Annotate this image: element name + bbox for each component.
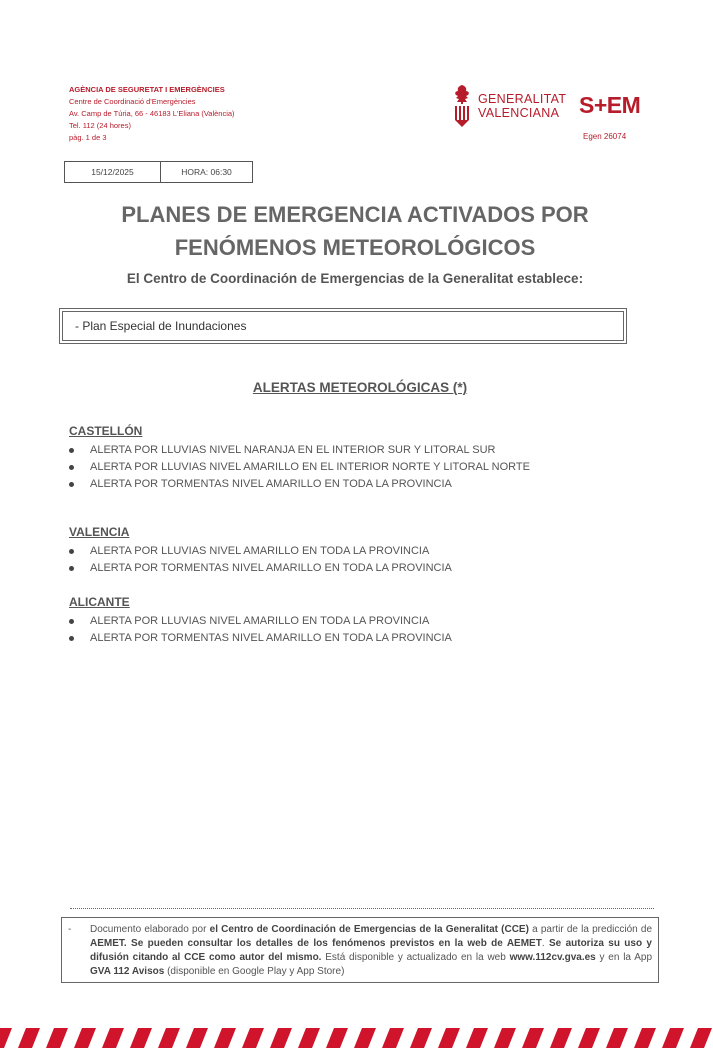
footer-bold-part: el Centro de Coordinación de Emergencias de la Generalitat (CCE) [209, 924, 529, 935]
footer-text-part: Documento elaborado por [90, 924, 210, 935]
stripe [326, 1028, 348, 1048]
date-time-box [64, 161, 253, 183]
sem-logo: S+EM [579, 92, 641, 118]
stripe [0, 1028, 12, 1048]
stripe [662, 1028, 684, 1048]
alert-item [69, 476, 530, 493]
page-subtitle: El Centro de Coordinación de Emergencias de la Generalitat establece: [126, 271, 584, 286]
bullet-icon [69, 619, 74, 624]
dotted-divider [70, 908, 654, 909]
stripe [214, 1028, 236, 1048]
active-plans-box [59, 308, 627, 344]
footer-text-part: Está disponible y actualizado en la web [321, 952, 510, 963]
stripe [382, 1028, 404, 1048]
stripe [186, 1028, 208, 1048]
alert-item [69, 560, 452, 577]
alert-text: ALERTA POR TORMENTAS NIVEL AMARILLO EN TODA LA PROVINCIA [90, 478, 452, 490]
bullet-icon [69, 465, 74, 470]
bullet-icon [69, 448, 74, 453]
stripe [270, 1028, 292, 1048]
alerts-title: ALERTAS METEOROLÓGICAS (*) [252, 380, 468, 395]
agency-center: Centre de Coordinació d'Emergències [69, 97, 196, 106]
alert-item [69, 459, 530, 476]
stripe [354, 1028, 376, 1048]
alert-item [69, 630, 452, 647]
stripe [578, 1028, 600, 1048]
agency-address: Av. Camp de Túria, 66 - 46183 L'Eliana (València) [69, 109, 235, 118]
alert-item [69, 442, 530, 459]
alert-text: ALERTA POR LLUVIAS NIVEL NARANJA EN EL INTERIOR SUR Y LITORAL SUR [90, 444, 496, 456]
footer-stripes [0, 1028, 713, 1048]
stripe [410, 1028, 432, 1048]
bullet-icon [69, 566, 74, 571]
report-hour: HORA: 06:30 [181, 167, 232, 177]
alert-list [69, 543, 452, 577]
plan-item: - Plan Especial de Inundaciones [62, 311, 624, 341]
bullet-icon [69, 549, 74, 554]
stripe [438, 1028, 460, 1048]
stripe [634, 1028, 656, 1048]
stripe [550, 1028, 572, 1048]
alert-item [69, 613, 452, 630]
stripe [102, 1028, 124, 1048]
stripe [494, 1028, 516, 1048]
alert-text: ALERTA POR TORMENTAS NIVEL AMARILLO EN TODA LA PROVINCIA [90, 632, 452, 644]
report-date: 15/12/2025 [65, 162, 161, 182]
agency-phone: Tel. 112 (24 hores) [69, 121, 131, 130]
gva-line1: GENERALITAT [478, 92, 567, 106]
footer-bold-part: AEMET. Se pueden consultar los detalles de los fenómenos previstos en la web de AEMET [90, 938, 542, 949]
stripe [46, 1028, 68, 1048]
footer-text-part: (disponible en Google Play y App Store) [164, 966, 345, 977]
page-number: pàg. 1 de 3 [69, 133, 107, 142]
alert-text: ALERTA POR LLUVIAS NIVEL AMARILLO EN EL INTERIOR NORTE Y LITORAL NORTE [90, 461, 530, 473]
page-title [40, 198, 670, 264]
title-line-2: FENÓMENOS METEOROLÓGICOS [174, 235, 536, 260]
bullet-icon [69, 636, 74, 641]
footer-dash: - [68, 924, 72, 935]
gva-line2: VALENCIANA [478, 106, 560, 120]
stripe [606, 1028, 628, 1048]
stripe [522, 1028, 544, 1048]
alert-list [69, 613, 452, 647]
footer-text-part: y en la App [595, 952, 653, 963]
agency-name: AGÈNCIA DE SEGURETAT I EMERGÈNCIES [69, 85, 225, 94]
alert-item [69, 543, 452, 560]
bullet-icon [69, 482, 74, 487]
stripe [466, 1028, 488, 1048]
province-heading: VALENCIA [69, 525, 130, 539]
footer-text [90, 923, 652, 982]
alert-text: ALERTA POR LLUVIAS NIVEL AMARILLO EN TODA LA PROVINCIA [90, 615, 430, 627]
section-alicante [69, 595, 452, 647]
bat-crest-icon [452, 84, 472, 128]
alert-text: ALERTA POR LLUVIAS NIVEL AMARILLO EN TODA LA PROVINCIA [90, 545, 430, 557]
province-heading: ALICANTE [69, 595, 130, 609]
stripe [242, 1028, 264, 1048]
alert-text: ALERTA POR TORMENTAS NIVEL AMARILLO EN TODA LA PROVINCIA [90, 562, 452, 574]
alert-list [69, 442, 530, 493]
generalitat-logo [452, 84, 566, 128]
stripe [158, 1028, 180, 1048]
province-heading: CASTELLÓN [69, 424, 143, 438]
footer-bold-part: Se autoriza su uso y difusión citando al CCE como autor del mismo. [90, 938, 652, 963]
footer-website: www.112cv.gva.es [509, 952, 596, 963]
agency-header [69, 84, 235, 144]
stripe [690, 1028, 712, 1048]
stripe [18, 1028, 40, 1048]
footer-text-part: . [541, 938, 549, 949]
stripe [74, 1028, 96, 1048]
section-valencia [69, 525, 452, 577]
section-castellon [69, 424, 530, 493]
egen-code: Egen 26074 [583, 132, 627, 141]
footer-text-part: a partir de la predicción de [528, 924, 652, 935]
title-line-1: PLANES DE EMERGENCIA ACTIVADOS POR [121, 202, 589, 227]
stripe [298, 1028, 320, 1048]
footer-note [61, 917, 659, 983]
footer-app-name: GVA 112 Avisos [90, 966, 165, 977]
stripe [130, 1028, 152, 1048]
